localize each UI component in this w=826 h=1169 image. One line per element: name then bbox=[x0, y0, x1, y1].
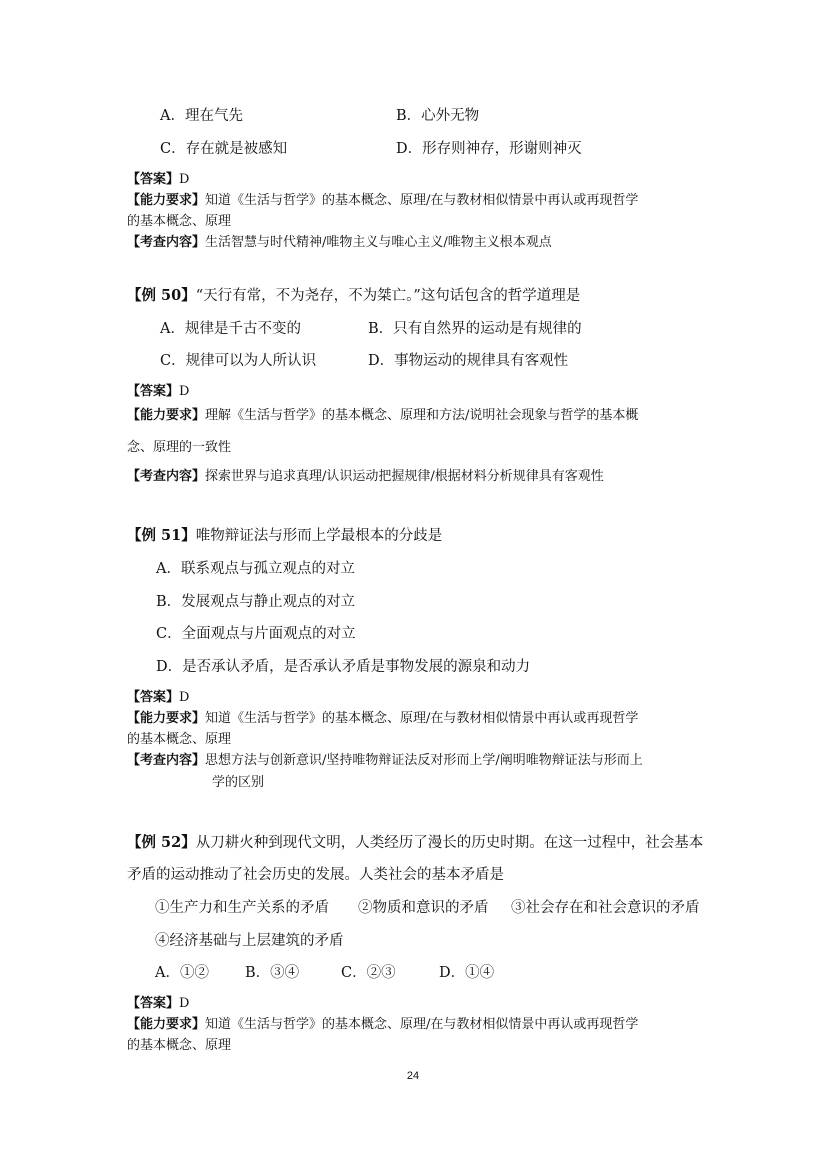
content-label: 【考查内容】 bbox=[127, 469, 206, 484]
q52-option-b: B．③④ bbox=[245, 965, 300, 981]
q51-content-line bbox=[127, 751, 643, 771]
q49-option-c: C．存在就是被感知 bbox=[160, 141, 288, 157]
question-text: 从刀耕火种到现代文明，人类经历了漫长的历史时期。在这一过程中，社会基本 bbox=[195, 835, 704, 851]
q51-option-b: B．发展观点与静止观点的对立 bbox=[156, 594, 356, 610]
ability-label: 【能力要求】 bbox=[127, 193, 206, 208]
q51-stem bbox=[127, 526, 442, 546]
ability-text: 知道《生活与哲学》的基本概念、原理/在与教材相似情景中再认或再现哲学 bbox=[205, 193, 639, 208]
q50-ability-cont: 念、原理的一致性 bbox=[127, 440, 232, 455]
q52-answer-line bbox=[127, 994, 189, 1014]
content-text: 探索世界与追求真理/认识运动把握规律/根据材料分析规律具有客观性 bbox=[205, 469, 604, 484]
q50-option-d: D．事物运动的规律具有客观性 bbox=[368, 353, 569, 369]
ability-text: 知道《生活与哲学》的基本概念、原理/在与教材相似情景中再认或再现哲学 bbox=[205, 1017, 639, 1032]
q49-ability-line bbox=[127, 191, 638, 211]
content-label: 【考查内容】 bbox=[127, 235, 206, 250]
ability-text: 理解《生活与哲学》的基本概念、原理和方法/说明社会现象与哲学的基本概 bbox=[205, 408, 639, 423]
q52-option-a: A．①② bbox=[155, 965, 209, 981]
q52-item-4: ④经济基础与上层建筑的矛盾 bbox=[155, 933, 344, 949]
q50-stem bbox=[127, 286, 580, 306]
q52-stem-cont: 矛盾的运动推动了社会历史的发展。人类社会的基本矛盾是 bbox=[127, 867, 504, 883]
answer-value: D bbox=[179, 690, 190, 705]
ability-label: 【能力要求】 bbox=[127, 711, 206, 726]
answer-value: D bbox=[179, 996, 190, 1011]
answer-label: 【答案】 bbox=[127, 996, 180, 1011]
content-text: 思想方法与创新意识/坚持唯物辩证法反对形而上学/阐明唯物辩证法与形而上 bbox=[205, 753, 643, 768]
ability-label: 【能力要求】 bbox=[127, 1017, 206, 1032]
q50-option-b: B．只有自然界的运动是有规律的 bbox=[368, 321, 582, 337]
question-text: “天行有常，不为尧存，不为桀亡。”这句话包含的哲学道理是 bbox=[195, 288, 581, 304]
q51-option-a: A．联系观点与孤立观点的对立 bbox=[156, 561, 355, 577]
q52-item-3: ③社会存在和社会意识的矛盾 bbox=[511, 900, 700, 916]
q50-content-line bbox=[127, 467, 604, 487]
q49-ability-cont: 的基本概念、原理 bbox=[127, 214, 232, 229]
q50-option-a: A．规律是千古不变的 bbox=[160, 321, 301, 337]
question-label: 【例 51】 bbox=[127, 527, 196, 544]
ability-label: 【能力要求】 bbox=[127, 408, 206, 423]
q51-content-cont: 学的区别 bbox=[212, 775, 265, 790]
q50-ability-line bbox=[127, 406, 638, 426]
question-label: 【例 50】 bbox=[127, 287, 196, 304]
content-label: 【考查内容】 bbox=[127, 753, 206, 768]
q52-ability-cont: 的基本概念、原理 bbox=[127, 1038, 232, 1053]
q50-answer-line bbox=[127, 382, 189, 402]
q51-answer-line bbox=[127, 688, 189, 708]
q50-option-c: C．规律可以为人所认识 bbox=[160, 353, 317, 369]
q49-content-line bbox=[127, 233, 552, 253]
q52-option-c: C．②③ bbox=[341, 965, 396, 981]
q51-option-c: C．全面观点与片面观点的对立 bbox=[156, 626, 356, 642]
question-text: 唯物辩证法与形而上学最根本的分歧是 bbox=[195, 528, 443, 544]
q52-stem bbox=[127, 833, 703, 853]
ability-text: 知道《生活与哲学》的基本概念、原理/在与教材相似情景中再认或再现哲学 bbox=[205, 711, 639, 726]
q51-ability-cont: 的基本概念、原理 bbox=[127, 732, 232, 747]
answer-label: 【答案】 bbox=[127, 384, 180, 399]
page-number: 24 bbox=[406, 1070, 420, 1082]
question-label: 【例 52】 bbox=[127, 834, 196, 851]
answer-label: 【答案】 bbox=[127, 690, 180, 705]
q52-ability-line bbox=[127, 1015, 638, 1035]
q52-option-d: D．①④ bbox=[439, 965, 495, 981]
q51-ability-line bbox=[127, 709, 638, 729]
answer-value: D bbox=[179, 172, 190, 187]
content-text: 生活智慧与时代精神/唯物主义与唯心主义/唯物主义根本观点 bbox=[205, 235, 552, 250]
q49-answer-line bbox=[127, 170, 189, 190]
q49-option-a: A．理在气先 bbox=[160, 108, 243, 124]
q51-option-d: D．是否承认矛盾，是否承认矛盾是事物发展的源泉和动力 bbox=[156, 659, 531, 675]
answer-label: 【答案】 bbox=[127, 172, 180, 187]
q52-item-2: ②物质和意识的矛盾 bbox=[358, 900, 489, 916]
q49-option-b: B．心外无物 bbox=[396, 108, 480, 124]
answer-value: D bbox=[179, 384, 190, 399]
q52-item-1: ①生产力和生产关系的矛盾 bbox=[155, 900, 329, 916]
q49-option-d: D．形存则神存，形谢则神灭 bbox=[396, 141, 582, 157]
